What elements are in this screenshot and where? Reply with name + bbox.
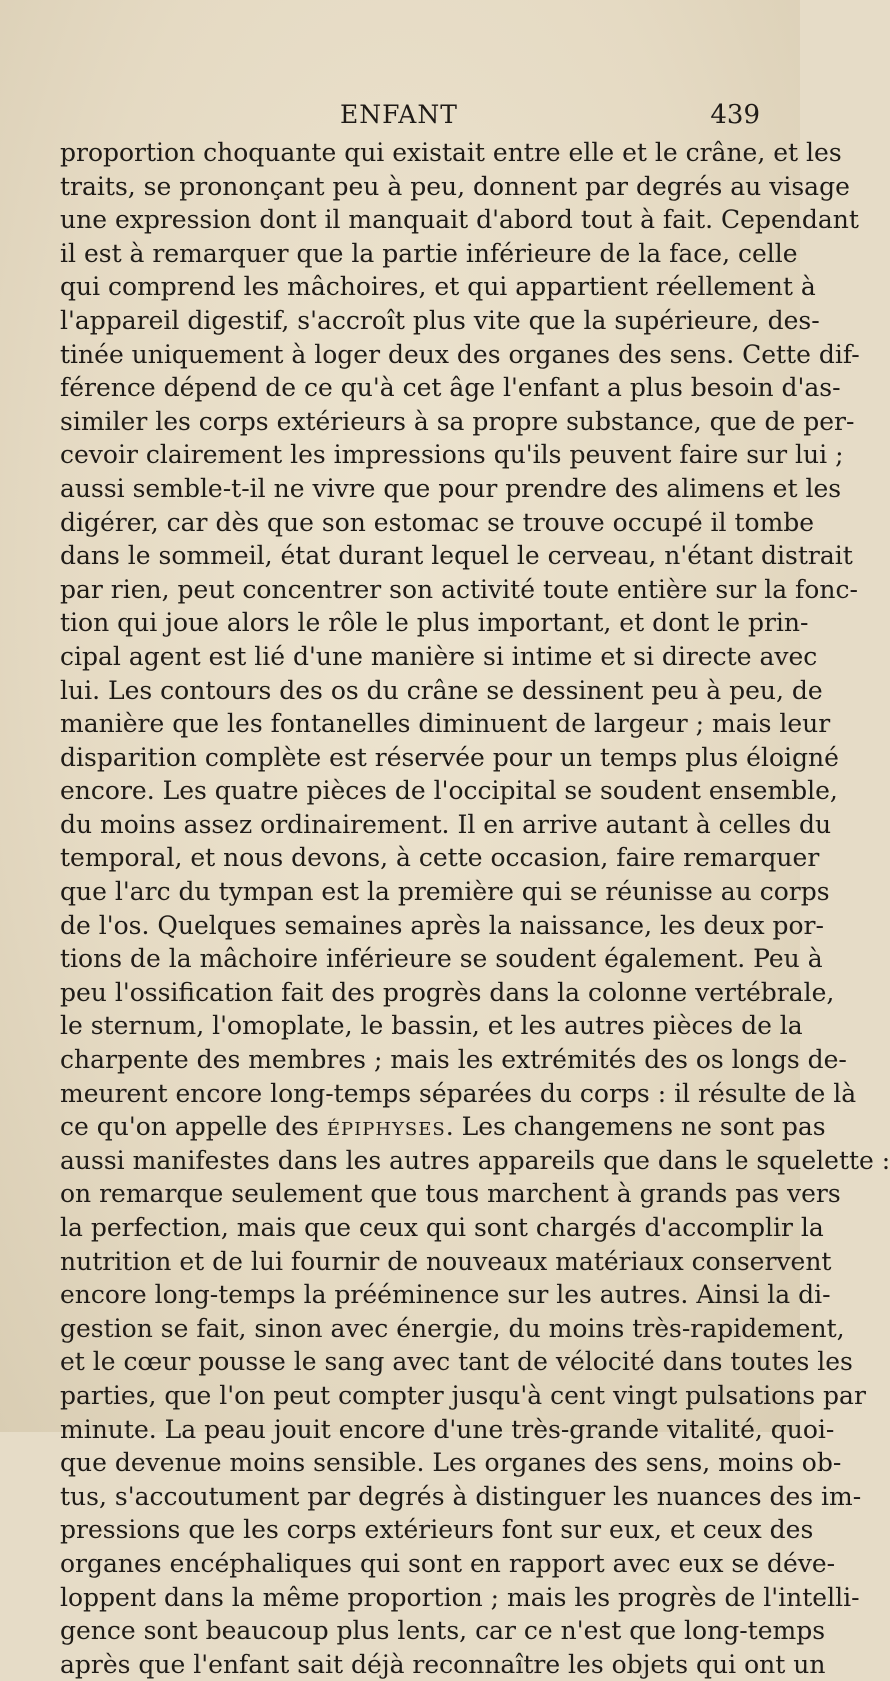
text-segment: ce qu'on appelle des bbox=[60, 1112, 327, 1142]
text-line: pressions que les corps extérieurs font sur eux, et ceux des bbox=[60, 1515, 814, 1545]
text-line: dans le sommeil, état durant lequel le cerveau, n'étant distrait bbox=[60, 541, 853, 571]
body-text bbox=[60, 136, 890, 1681]
text-line: encore. Les quatre pièces de l'occipital se soudent ensemble, bbox=[60, 776, 838, 806]
text-line: que l'arc du tympan est la première qui se réunisse au corps bbox=[60, 877, 830, 907]
text-line: qui comprend les mâchoires, et qui appartient réellement à bbox=[60, 272, 816, 302]
text-line: nutrition et de lui fournir de nouveaux matériaux conservent bbox=[60, 1246, 832, 1276]
text-line: loppent dans la même proportion ; mais les progrès de l'intelli- bbox=[60, 1582, 860, 1612]
page-number: 439 bbox=[710, 100, 760, 130]
text-line: organes encéphaliques qui sont en rapport avec eux se déve- bbox=[60, 1548, 836, 1578]
text-line: l'appareil digestif, s'accroît plus vite que la supérieure, des- bbox=[60, 305, 820, 335]
running-head: ENFANT bbox=[340, 100, 458, 129]
text-line: meurent encore long-temps séparées du corps : il résulte de là bbox=[60, 1078, 857, 1108]
text-line: aussi manifestes dans les autres appareils que dans le squelette : bbox=[60, 1145, 890, 1175]
text-line: cipal agent est lié d'une manière si intime et si directe avec bbox=[60, 641, 818, 671]
text-line: la perfection, mais que ceux qui sont chargés d'accomplir la bbox=[60, 1213, 824, 1242]
text-line: parties, que l'on peut compter jusqu'à cent vingt pulsations par bbox=[60, 1380, 866, 1410]
text-line: gestion se fait, sinon avec énergie, du moins très-rapidement, bbox=[60, 1313, 845, 1343]
text-line: après que l'enfant sait déjà reconnaître les objets qui ont un bbox=[60, 1649, 826, 1679]
text-line: férence dépend de ce qu'à cet âge l'enfant a plus besoin d'as- bbox=[60, 373, 841, 403]
text-line: lui. Les contours des os du crâne se dessinent peu à peu, de bbox=[60, 675, 823, 705]
text-line: digérer, car dès que son estomac se trouve occupé il tombe bbox=[60, 507, 815, 537]
text-line: aussi semble-t-il ne vivre que pour prendre des alimens et les bbox=[60, 473, 842, 503]
text-line: tion qui joue alors le rôle le plus important, et dont le prin- bbox=[60, 608, 809, 638]
text-line: charpente des membres ; mais les extrémités des os longs de- bbox=[60, 1045, 847, 1075]
text-line: tinée uniquement à loger deux des organes des sens. Cette dif- bbox=[60, 339, 860, 369]
text-line: et le cœur pousse le sang avec tant de vélocité dans toutes les bbox=[60, 1347, 853, 1377]
text-line: tus, s'accoutument par degrés à distinguer les nuances des im- bbox=[60, 1481, 862, 1511]
text-line: le sternum, l'omoplate, le bassin, et les autres pièces de la bbox=[60, 1011, 803, 1041]
smallcaps-term: épiphyses bbox=[326, 1112, 446, 1142]
text-line bbox=[60, 1110, 826, 1144]
text-line: encore long-temps la prééminence sur les autres. Ainsi la di- bbox=[60, 1280, 831, 1310]
text-line: on remarque seulement que tous marchent à grands pas vers bbox=[60, 1179, 841, 1209]
text-segment: . Les changemens ne sont pas bbox=[445, 1112, 826, 1142]
text-line: temporal, et nous devons, à cette occasion, faire remarquer bbox=[60, 843, 820, 873]
text-line: traits, se prononçant peu à peu, donnent par degrés au visage bbox=[60, 171, 850, 201]
text-line: de l'os. Quelques semaines après la naissance, les deux por- bbox=[60, 910, 824, 940]
text-line: par rien, peut concentrer son activité toute entière sur la fonc- bbox=[60, 574, 858, 604]
text-line: gence sont beaucoup plus lents, car ce n'est que long-temps bbox=[60, 1616, 826, 1646]
text-line: du moins assez ordinairement. Il en arrive autant à celles du bbox=[60, 809, 832, 839]
text-line: cevoir clairement les impressions qu'ils peuvent faire sur lui ; bbox=[60, 440, 844, 470]
page-header bbox=[60, 100, 760, 140]
text-line: manière que les fontanelles diminuent de largeur ; mais leur bbox=[60, 709, 831, 739]
text-line: similer les corps extérieurs à sa propre substance, que de per- bbox=[60, 406, 855, 436]
text-line: il est à remarquer que la partie inférieure de la face, celle bbox=[60, 238, 798, 268]
text-line: tions de la mâchoire inférieure se soudent également. Peu à bbox=[60, 944, 823, 974]
text-line: minute. La peau jouit encore d'une très-grande vitalité, quoi- bbox=[60, 1414, 835, 1444]
text-line: peu l'ossification fait des progrès dans la colonne vertébrale, bbox=[60, 977, 835, 1007]
text-line: disparition complète est réservée pour un temps plus éloigné bbox=[60, 742, 839, 772]
text-line: que devenue moins sensible. Les organes des sens, moins ob- bbox=[60, 1448, 842, 1478]
text-line: proportion choquante qui existait entre elle et le crâne, et les bbox=[60, 138, 842, 167]
text-line: une expression dont il manquait d'abord tout à fait. Cependant bbox=[60, 205, 859, 235]
